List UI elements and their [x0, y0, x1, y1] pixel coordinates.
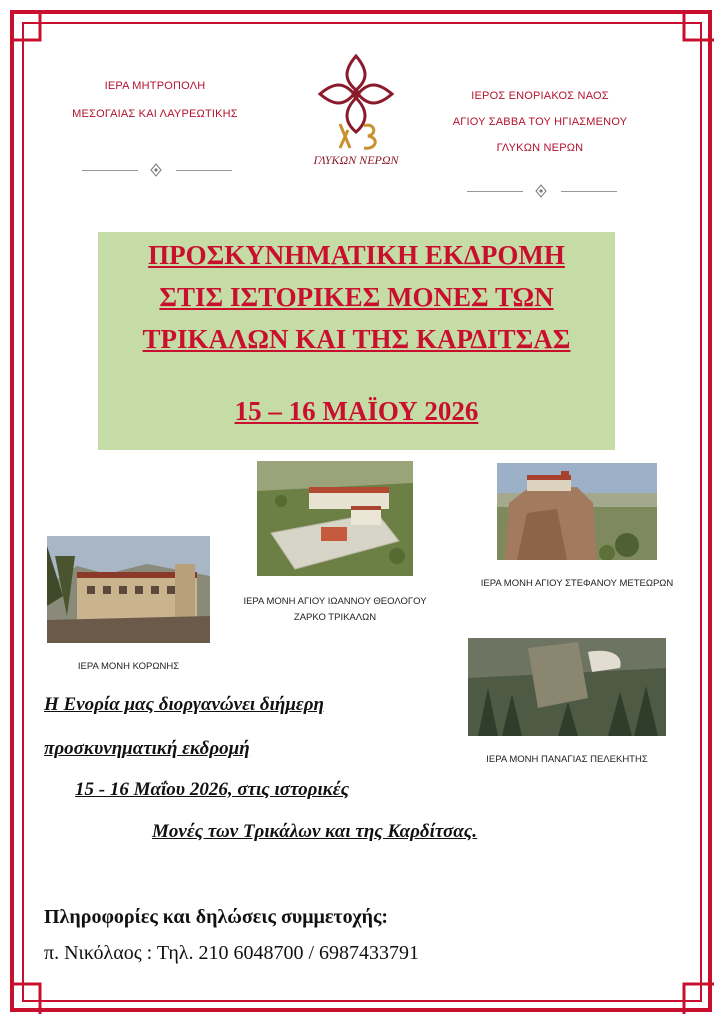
ornament-icon [149, 163, 163, 177]
body-line1: Η Ενορία μας διοργανώνει διήμερη [44, 694, 324, 715]
header-right-line2: ΑΓΙΟΥ ΣΑΒΒΑ ΤΟΥ ΗΓΙΑΣΜΕΝΟΥ [452, 116, 628, 128]
info-contact: π. Νικόλαος : Τηλ. 210 6048700 / 6987433791 [44, 942, 420, 964]
caption-zarko-line1: ΙΕΡΑ ΜΟΝΗ ΑΓΙΟΥ ΙΩΑΝΝΟΥ ΘΕΟΛΟΓΟΥ [243, 596, 427, 607]
header-left-line1: ΙΕΡΑ ΜΗΤΡΟΠΟΛΗ [104, 80, 206, 92]
caption-zarko-line2: ΖΑΡΚΟ ΤΡΙΚΑΛΩΝ [293, 612, 377, 623]
caption-koronis: ΙΕΡΑ ΜΟΝΗ ΚΟΡΩΝΗΣ [77, 661, 180, 672]
header-right-line3: ΓΛΥΚΩΝ ΝΕΡΩΝ [496, 142, 584, 154]
caption-pelekiti: ΙΕΡΑ ΜΟΝΗ ΠΑΝΑΓΙΑΣ ΠΕΛΕΚΗΤΗΣ [486, 754, 648, 765]
caption-stefanos: ΙΕΡΑ ΜΟΝΗ ΑΓΙΟΥ ΣΤΕΦΑΝΟΥ ΜΕΤΕΩΡΩΝ [480, 578, 674, 589]
body-line2: προσκυνηματική εκδρομή [44, 738, 250, 759]
info-heading: Πληροφορίες και δηλώσεις συμμετοχής: [44, 906, 389, 928]
logo-caption: ΓΛΥΚΩΝ ΝΕΡΩΝ [313, 153, 399, 167]
title-line2: ΣΤΙΣ ΙΣΤΟΡΙΚΕΣ ΜΟΝΕΣ ΤΩΝ [159, 282, 554, 312]
title-box [98, 232, 615, 450]
photo-panagia-pelekiti [468, 638, 666, 736]
photo-zarko-monastery [257, 461, 413, 576]
photo-koronis-monastery [47, 536, 210, 643]
title-line3: ΤΡΙΚΑΛΩΝ ΚΑΙ ΤΗΣ ΚΑΡΔΙΤΣΑΣ [142, 324, 571, 354]
body-line3: 15 - 16 Μαΐου 2026, στις ιστορικές [75, 779, 350, 800]
header-left-line2: ΜΕΣΟΓΑΙΑΣ ΚΑΙ ΛΑΥΡΕΩΤΙΚΗΣ [72, 108, 238, 120]
header-right-line1: ΙΕΡΟΣ ΕΝΟΡΙΑΚΟΣ ΝΑΟΣ [471, 90, 609, 102]
title-date: 15 – 16 ΜΑΪΟΥ 2026 [234, 396, 479, 426]
ornament-icon [534, 184, 548, 198]
ornament-divider-right [467, 184, 617, 198]
body-line4: Μονές των Τρικάλων και της Καρδίτσας. [152, 821, 478, 842]
photo-agios-stefanos [497, 463, 657, 560]
title-line1: ΠΡΟΣΚΥΝΗΜΑΤΙΚΗ ΕΚΔΡΟΜΗ [148, 240, 565, 270]
ornament-divider-left [82, 163, 232, 177]
